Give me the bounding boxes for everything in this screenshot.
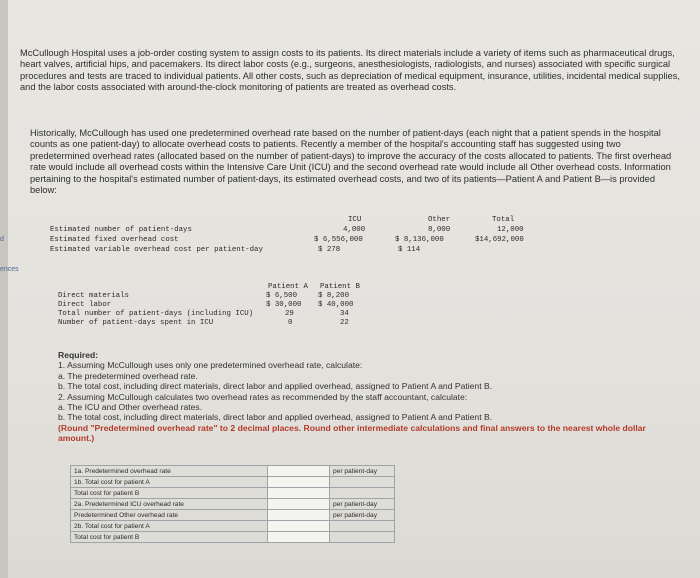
- cell: 8,000: [428, 226, 451, 234]
- cell: $ 278: [318, 246, 341, 254]
- cell: 34: [340, 310, 349, 318]
- edge-mark: d: [0, 236, 4, 243]
- required-title: Required:: [58, 350, 99, 360]
- row-label: Direct labor: [58, 301, 112, 309]
- cell: $ 114: [398, 246, 421, 254]
- cell: 22: [340, 319, 349, 327]
- edge-mark: ences: [0, 266, 19, 273]
- answer-unit: per patient-day: [330, 510, 395, 521]
- col-icu: ICU: [348, 216, 362, 224]
- answer-label: Total cost for patient B: [71, 532, 268, 543]
- answer-label: 2a. Predetermined ICU overhead rate: [71, 499, 268, 510]
- second-paragraph: Historically, McCullough has used one predetermined overhead rate based on the number of patient-days (each night that a patient spends in the hospital counts as one patient-day) to allocate overhead costs to patients. Recently a member of the hospital's accounting staff has suggested using two predetermined overhead rates (allocated based on the number of patient-days) to improve the accuracy of the costs allocated to patients. The first overhead rate would include all overhead costs within the Intensive Care Unit (ICU) and the second overhead rate would include all Other overhead costs. Information pertaining to the hospital's estimated number of patient-days, its estimated overhead costs, and two of its patients—Patient A and Patient B—is provided below:: [30, 128, 672, 196]
- answer-row: [71, 499, 395, 510]
- rounding-note: (Round "Predetermined overhead rate" to 2 decimal places. Round other intermediate calculations and final answers to the nearest whole dollar amount.): [58, 422, 646, 444]
- answer-table: [70, 465, 395, 543]
- answer-unit: [330, 477, 395, 488]
- row-label: Direct materials: [58, 292, 129, 300]
- answer-label: Total cost for patient B: [71, 488, 268, 499]
- answer-input[interactable]: [268, 499, 330, 510]
- answer-label: 1b. Total cost for patient A: [71, 477, 268, 488]
- cell: $ 8,136,000: [395, 236, 444, 244]
- row-label: Total number of patient-days (including ICU): [58, 310, 254, 318]
- cell: $ 40,000: [318, 301, 354, 309]
- intro-paragraph: McCullough Hospital uses a job-order costing system to assign costs to its patients. Its direct materials include a variety of items such as pharmaceutical drugs, heart valves, artificial hips, and pacemakers. Its direct labor costs (e.g., surgeons, anesthesiologists, radiologists, and nurses) associated with specific surgical procedures and tests are traced to individual patients. All other costs, such as depreciation of medical equipment, insurance, utilities, incidental medical supplies, and the labor costs associated with around-the-clock monitoring of patients are treated as overhead costs.: [20, 48, 680, 93]
- required-line: 2. Assuming McCullough calculates two overhead rates as recommended by the staff accountant, calculate:: [58, 391, 468, 402]
- answer-input[interactable]: [268, 510, 330, 521]
- answer-unit: [330, 521, 395, 532]
- answer-input[interactable]: [268, 521, 330, 532]
- required-line: 1. Assuming McCullough uses only one predetermined overhead rate, calculate:: [58, 360, 363, 371]
- cell: $ 30,000: [266, 301, 302, 309]
- required-line: a. The predetermined overhead rate.: [58, 370, 198, 381]
- answer-unit: [330, 532, 395, 543]
- cell: $ 6,556,000: [314, 236, 363, 244]
- answer-row: [71, 466, 395, 477]
- answer-input[interactable]: [268, 477, 330, 488]
- col-patient-b: Patient B: [320, 283, 360, 291]
- answer-row: [71, 510, 395, 521]
- cell: $ 6,500: [266, 292, 298, 300]
- row-label: Estimated fixed overhead cost: [50, 236, 179, 244]
- answer-input[interactable]: [268, 532, 330, 543]
- cell: $ 8,200: [318, 292, 350, 300]
- required-line: a. The ICU and Other overhead rates.: [58, 402, 203, 413]
- answer-label: 2b. Total cost for patient A: [71, 521, 268, 532]
- answer-unit: per patient-day: [330, 499, 395, 510]
- cell: 29: [285, 310, 294, 318]
- required-section: [58, 350, 658, 444]
- answer-input[interactable]: [268, 466, 330, 477]
- answer-input[interactable]: [268, 488, 330, 499]
- cell: 4,000: [343, 226, 366, 234]
- answer-row: [71, 477, 395, 488]
- left-edge: [0, 0, 8, 578]
- cell: 0: [288, 319, 293, 327]
- row-label: Estimated number of patient-days: [50, 226, 192, 234]
- cell: 12,000: [497, 226, 524, 234]
- col-total: Total: [492, 216, 515, 224]
- col-other: Other: [428, 216, 451, 224]
- answer-row: [71, 532, 395, 543]
- cell: $14,692,000: [475, 236, 524, 244]
- answer-label: 1a. Predetermined overhead rate: [71, 466, 268, 477]
- answer-unit: per patient-day: [330, 466, 395, 477]
- required-line: b. The total cost, including direct materials, direct labor and applied overhead, assigned to Patient A and Patient B.: [58, 381, 493, 392]
- row-label: Estimated variable overhead cost per patient-day: [50, 246, 263, 254]
- col-patient-a: Patient A: [268, 283, 308, 291]
- answer-row: [71, 521, 395, 532]
- answer-row: [71, 488, 395, 499]
- answer-unit: [330, 488, 395, 499]
- required-line: b. The total cost, including direct materials, direct labor and applied overhead, assigned to Patient A and Patient B.: [58, 412, 493, 423]
- row-label: Number of patient-days spent in ICU: [58, 319, 214, 327]
- answer-label: Predetermined Other overhead rate: [71, 510, 268, 521]
